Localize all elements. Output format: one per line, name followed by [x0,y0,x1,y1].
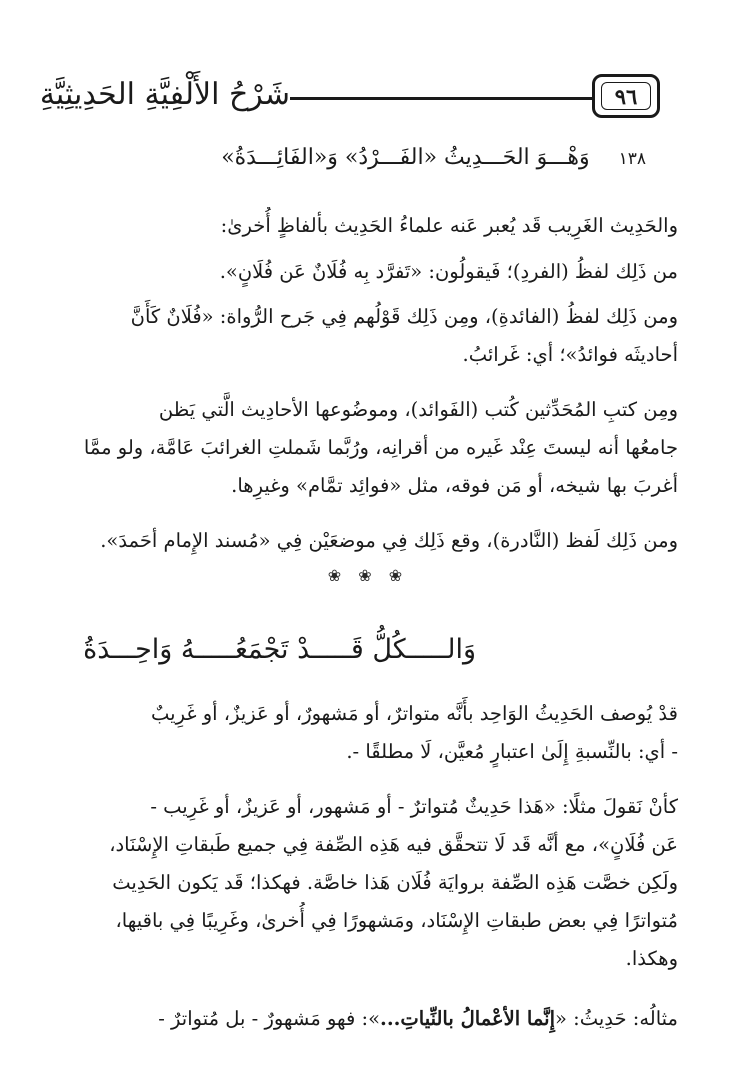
page-number-frame [592,74,660,118]
paragraph-hadith-example [60,1000,678,1038]
text-line: وهكذا. [625,947,678,970]
paragraph-nadira [60,522,678,560]
text-line: من ذَلِك لفظُ (الفردِ)؛ فَيقولُون: «تَفرَّد بِه فُلَانٌ عَن فُلَانٍ». [219,260,678,283]
paragraph-fawaid-books [60,391,678,505]
text-line: جامعُها أنه ليستَ عِنْد غَيره من أقرانِه، ورُبَّما شَملتِ الغرائبَ عَامَّة، ولو ممَّا [83,436,678,459]
paragraph-description [60,695,678,771]
book-title: شَرْحُ الأَلْفِيَّةِ الحَدِيثِيَّةِ [39,77,290,112]
text-line: - أي: بالنِّسبةِ إِلَىٰ اعتبارٍ مُعيَّن، لَا مطلقًا -. [346,740,678,763]
text-line: عَن فُلَانٍ»، مع أنَّه قَد لَا تتحقَّق فيه هَذِه الصِّفة فِي جميع طَبقاتِ الإِسْنَاد، [109,833,678,856]
page-number: ٩٦ [601,82,651,110]
text-line [60,1000,678,1038]
verse-text: وَالـــــكُلُّ قَـــــدْ تَجْمَعُـــــهُ وَاحِـــدَةُ [83,634,476,665]
text-line: والحَدِيث الغَرِيب قَد يُعبر عَنه علماءُ الحَدِيث بألفاظٍ أُخرىٰ: [220,214,678,237]
line-lead: مثالُه: حَدِيثُ: « [555,1007,678,1030]
verse-138 [221,138,646,178]
paragraph-example [60,788,678,978]
paragraph-faida [60,298,678,374]
text-line: أغربَ بها شيخه، أو مَن فوقه، مثل «فوائِد تمَّام» وغيرِها. [231,474,678,497]
text-line: كأنْ نَقولَ مثلًا: «هَذا حَدِيثٌ مُتواترٌ - أو مَشهور، أو عَزيزٌ، أو غَرِيب - [150,795,678,818]
text-line: مُتواترًا فِي بعض طبقاتِ الإِسْنَاد، ومَشهورًا فِي أُخرىٰ، وغَرِيبًا فِي باقيها، [115,909,678,932]
hadith-quote: إِنَّما الأعْمالُ بالنِّياتِ... [380,1007,555,1030]
text-line: قدْ يُوصف الحَدِيثُ الوَاحِد بأَنَّه متواترٌ، أو مَشهورٌ، أو عَزيزٌ، أو غَرِيبٌ [151,702,678,725]
text-line: ولَكِن خصَّت هَذِه الصِّفة بروايَة فُلَان هَذا خاصَّة. فهكذا؛ قَد يَكون الحَدِيث [112,871,678,894]
header-rule [290,97,595,100]
text-line: ومن ذَلِك لفظُ (الفائدةِ)، ومِن ذَلِك قَوْلُهم فِي جَرح الرُّواة: «فُلَانٌ كَأَنَّ [130,305,678,328]
line-tail: »: فهو مَشهورٌ - بل مُتواترٌ - [158,1007,381,1030]
section-ornament: ❀ ❀ ❀ [327,566,409,585]
paragraph-fard [60,253,678,291]
text-line: ومِن كتبِ المُحَدِّثين كُتب (الفَوائد)، وموضُوعها الأحادِيث الَّتي يَظن [158,398,678,421]
explanation-block-1 [60,207,678,245]
verse-number: ١٣٨ [618,149,646,169]
text-line: أحاديثَه فوائدُ»؛ أي: غَرائبُ. [462,343,678,366]
verse-text: وَهْـــوَ الحَـــدِيثُ «الفَـــرْدُ» وَ«الفَائِـــدَةُ» [221,145,590,170]
verse-kull [83,625,476,675]
text-line: ومن ذَلِك لَفظ (النَّادرة)، وقع ذَلِك فِي موضعَيْن فِي «مُسند الإِمام أحَمدَ». [100,529,678,552]
